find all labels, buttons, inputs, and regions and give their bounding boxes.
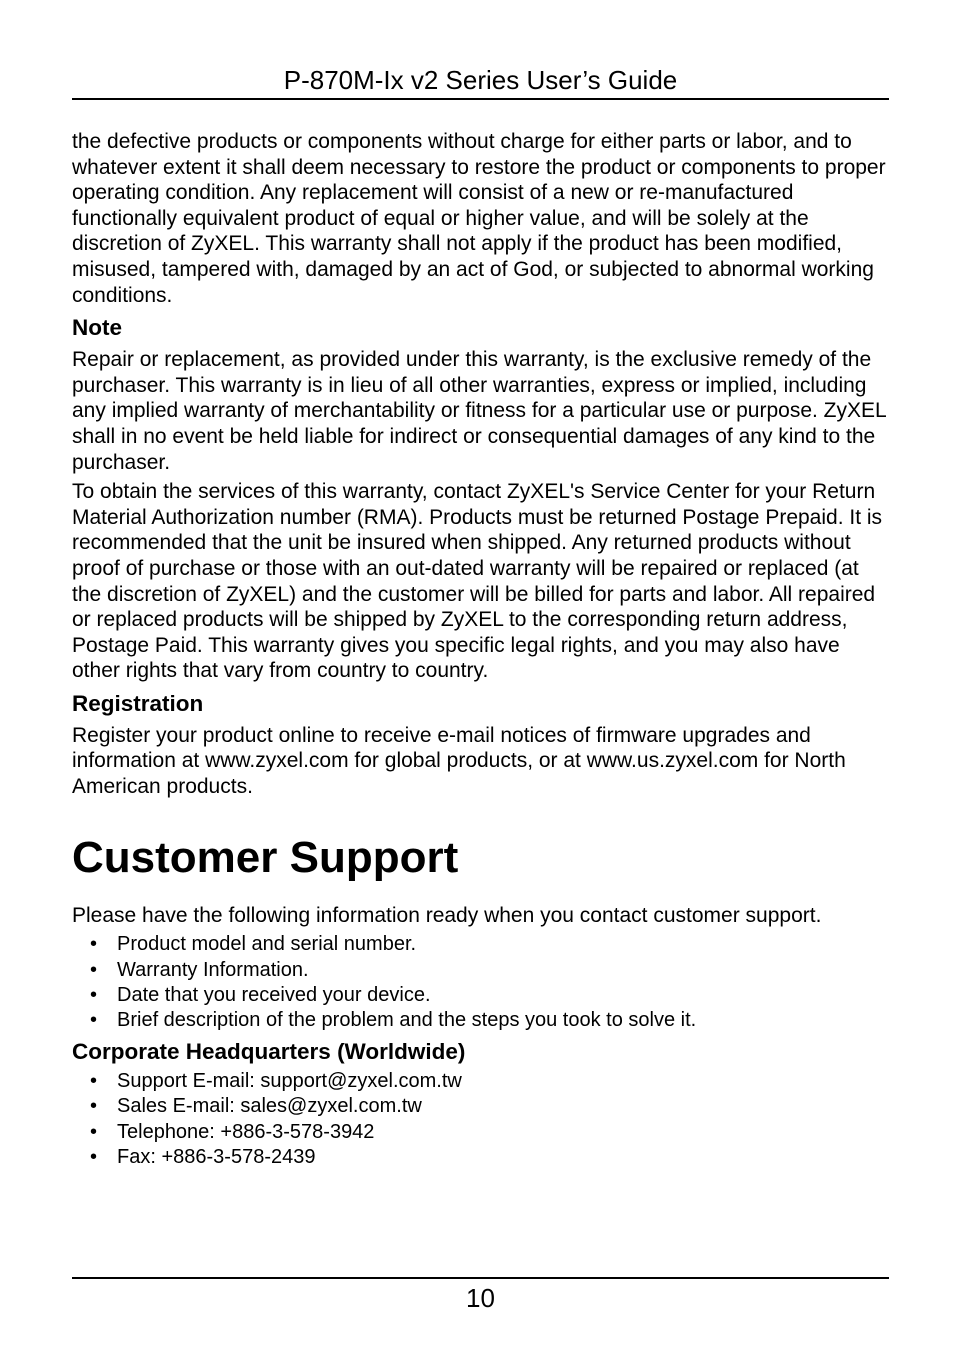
corporate-hq-list bbox=[72, 1069, 892, 1171]
list-item bbox=[72, 932, 892, 957]
note-heading: Note bbox=[72, 315, 122, 341]
bullet: • bbox=[90, 984, 98, 1007]
bullet: • bbox=[90, 1069, 98, 1092]
warranty-paragraph: the defective products or components without charge for either parts or labor, and to whatever extent it shall deem necessary to restore the product or components to proper operating condition. Any replacement will consist of a new or re-manufactured functionally equivalent product of equal or higher value, and will be solely at the discretion of ZyXEL. This warranty shall not apply if the product has been modified, misused, tampered with, damaged by an act of God, or subjected to abnormal working conditions. bbox=[72, 130, 886, 307]
list-item-text: Date that you received your device. bbox=[117, 984, 431, 1007]
customer-support-title: Customer Support bbox=[72, 832, 459, 882]
registration-heading: Registration bbox=[72, 690, 204, 716]
header-rule bbox=[72, 98, 889, 100]
page-content bbox=[72, 129, 892, 1171]
registration-paragraph: Register your product online to receive e-mail notices of firmware upgrades and information at www.zyxel.com for global products, or at www.us.zyxel.com for North American products. bbox=[72, 723, 846, 799]
list-item bbox=[72, 1008, 892, 1033]
list-item-text: Brief description of the problem and the steps you took to solve it. bbox=[117, 1009, 697, 1032]
list-item bbox=[72, 983, 892, 1008]
list-item bbox=[72, 1069, 892, 1094]
bullet: • bbox=[90, 958, 98, 981]
page-header-title: P-870M-Ix v2 Series User’s Guide bbox=[283, 65, 678, 95]
support-email: Support E-mail: support@zyxel.com.tw bbox=[117, 1069, 462, 1092]
telephone: Telephone: +886-3-578-3942 bbox=[117, 1120, 375, 1143]
note-paragraph: Repair or replacement, as provided under this warranty, is the exclusive remedy of the purchaser. This warranty is in lieu of all other warranties, express or implied, including any implied warranty of merchantability or fitness for a particular use or purpose. ZyXEL shall in no event be held liable for indirect or consequential damages of any kind to the purchaser. bbox=[72, 348, 886, 474]
corporate-hq-heading: Corporate Headquarters (Worldwide) bbox=[72, 1038, 466, 1064]
list-item bbox=[72, 1145, 892, 1170]
bullet: • bbox=[90, 933, 98, 956]
list-item-text: Product model and serial number. bbox=[117, 933, 417, 956]
list-item bbox=[72, 958, 892, 983]
list-item bbox=[72, 1094, 892, 1119]
bullet: • bbox=[90, 1120, 98, 1143]
bullet: • bbox=[90, 1095, 98, 1118]
fax: Fax: +886-3-578-2439 bbox=[117, 1146, 316, 1169]
bullet: • bbox=[90, 1146, 98, 1169]
list-item-text: Warranty Information. bbox=[117, 958, 309, 981]
service-paragraph: To obtain the services of this warranty, contact ZyXEL's Service Center for your Return Material Authorization number (RMA). Products must be returned Postage Prepaid. It is recommended that the unit be insured when shipped. Any returned products without proof of purchase or those with an out-dated warranty will be repaired or replaced (at the discretion of ZyXEL) and the customer will be billed for parts and labor. All repaired or replaced products will be shipped by ZyXEL to the corresponding return address, Postage Paid. This warranty gives you specific legal rights, and you may also have other rights that vary from country to country. bbox=[72, 480, 883, 683]
support-info-list bbox=[72, 932, 892, 1034]
footer-rule bbox=[72, 1277, 889, 1279]
sales-email: Sales E-mail: sales@zyxel.com.tw bbox=[117, 1095, 422, 1118]
bullet: • bbox=[90, 1009, 98, 1032]
customer-support-intro: Please have the following information ready when you contact customer support. bbox=[72, 903, 822, 927]
list-item bbox=[72, 1120, 892, 1145]
page-number: 10 bbox=[466, 1283, 495, 1313]
